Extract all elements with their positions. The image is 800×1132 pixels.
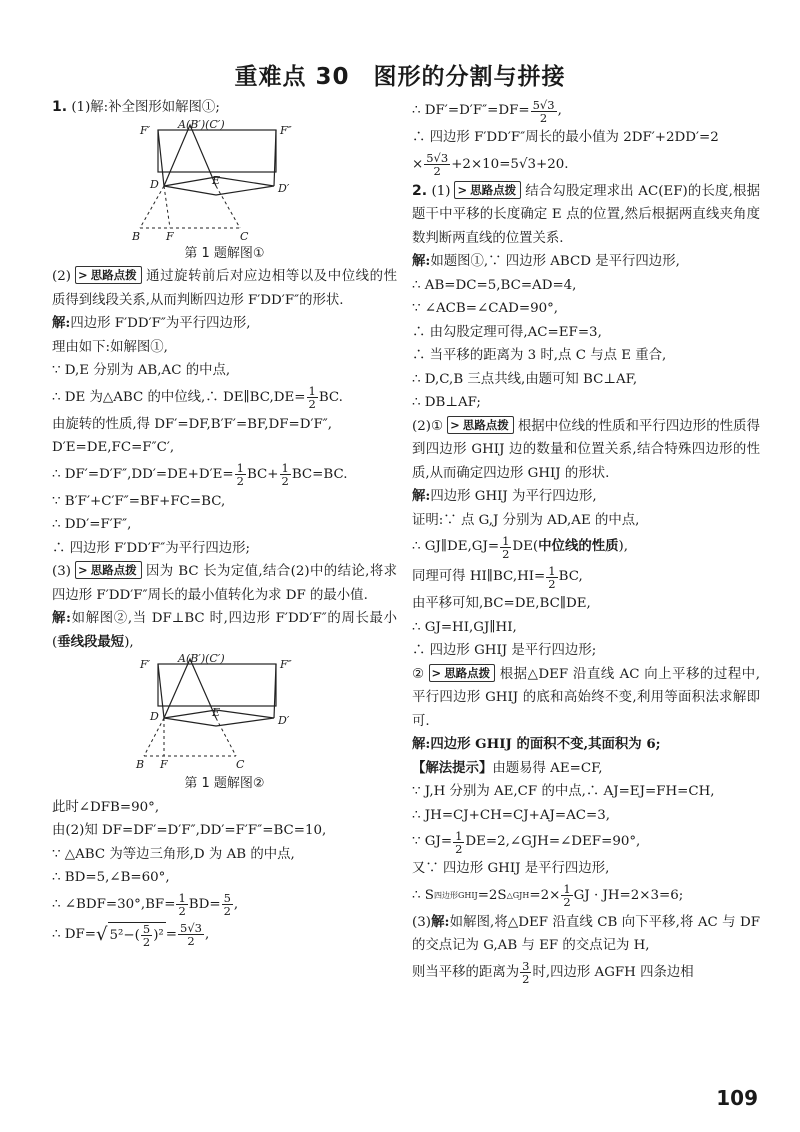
hint-tag: > 思路点拨: [75, 561, 142, 579]
arrow-icon: >: [431, 665, 442, 680]
hint-tag: > 思路点拨: [447, 416, 514, 434]
question-number: 1.: [52, 99, 68, 115]
q2-part2-hint: (2)① > 思路点拨 根据中位线的性质和平行四边形的性质得到四边形 GHIJ 边的数量和位置关系,结合特殊四边形的性质,从而确定四边形 GHIJ 的形状.: [412, 417, 760, 481]
fraction: $\frac{1}{2}$: [308, 384, 316, 411]
arrow-icon: >: [77, 268, 88, 282]
figure-2-caption: 第 1 题解图②: [184, 776, 265, 791]
q2-part1-hint: 2. (1) > 思路点拨 结合勾股定理求出 AC(EF)的长度,根据题干中平移的长度确定 E 点的位置,然后根据两直线夹角度数判断两直线的位置关系.: [412, 182, 760, 246]
fraction: $\frac{1}{2}$: [236, 461, 244, 488]
figure-1: [130, 120, 320, 242]
svg-text:F: F: [159, 758, 168, 771]
q1-part1: 1. (1)解:补全图形如解图①;: [52, 99, 220, 115]
svg-text:C: C: [235, 758, 244, 771]
svg-text:F′: F′: [139, 658, 150, 671]
fraction: $\frac{1}{2}$: [281, 461, 289, 488]
label-C: C: [239, 229, 248, 242]
arrow-icon: >: [457, 182, 468, 197]
svg-text:D: D: [149, 710, 159, 723]
q1-part3-hint: (3) > 思路点拨 因为 BC 长为定值,结合(2)中的结论,将求四边形 F′DD′F″周长的最小值转化为求 DF 的最小值.: [52, 563, 397, 603]
left-column: 1. (1)解:补全图形如解图①; F′ A(B′)(C′) F″ D E D′ B F C 第 1 题解图① (2) > 思路点拨 通过旋转前后对应边相等以及中位线的性质得到线段关系,从而判断四边形 F′DD′F″的形状. 解:四边形 F′DD′F″为平行四边形, 理由如下:如解图①, ∵ D,E 分别为 AB,AC 的中点, ∴ DE 为△ABC 的中位线,∴ DE∥BC,DE= $\frac{1}{2}$ BC. 由旋转的性质,得 DF′=DF,B′F′=BF,DF=D′F″, D′E=DE,FC=F″C′, ∴ DF′=D′F″,DD′=DE+D′E= $\frac{1}{2}$ BC+ $\frac{1}{2}$ BC=BC. ∵ B′F′+C′F″=BF+FC=BC, ∴ DD′=F′F″, ∴ 四边形 F′DD′F″为平行四边形; (3) > 思路点拨 因为 BC 长为定值,结合(2)中的结论,将求四边形 F′DD′F″周长的最小值转化为求 DF 的最小值. 解:如解图②,当 DF⊥BC 时,四边形 F′DD′F″的周长最小(垂线段最短), F′ A(B′)(C′) F″ D E D′ B F C 第 1 题解图② 此时∠DFB=90°, 由(2)知 DF=DF′=D′F″,DD′=F′F″=BC=10, ∵ △ABC 为等边三角形,D 为 AB 的中点, ∴ BD=5,∠B=60°, ∴ ∠BDF=30°,BF= $\frac{1}{2}$ BD= $\frac{5}{2}$ , ∴ DF= √ 5²−( $\frac{5}{2}$ )² = $\frac{5√3}{2}$ ,: [52, 96, 397, 950]
label-F1: F′: [139, 123, 150, 137]
arrow-icon: >: [450, 417, 460, 432]
label-D1: D′: [277, 181, 289, 195]
label-F: F: [165, 229, 174, 242]
label-E: E: [211, 173, 220, 187]
hint-tag: > 思路点拨: [75, 266, 142, 284]
page-number: 109: [716, 1086, 758, 1110]
svg-text:A(B′)(C′): A(B′)(C′): [177, 654, 225, 665]
q2-part2b-hint: ② > 思路点拨 根据△DEF 沿直线 AC 向上平移的过程中,平行四边形 GHIJ 的底和高始终不变,利用等面积法求解即可.: [412, 665, 760, 729]
svg-text:D′: D′: [277, 714, 289, 727]
figure-1-caption: 第 1 题解图①: [184, 245, 265, 261]
sqrt-icon: √: [96, 923, 108, 945]
rect-top: [158, 130, 276, 172]
question-number: 2.: [412, 182, 428, 199]
label-B: B: [131, 229, 140, 242]
svg-text:F″: F″: [279, 658, 292, 671]
right-column: ∴ DF′=D′F″=DF= $\frac{5√3}{2}$ , ∴ 四边形 F′DD′F″周长的最小值为 2DF′+2DD′=2 × $\frac{5√3}{2}$ +2×10=5√3+20. 2. (1) > 思路点拨 结合勾股定理求出 AC(EF)的长度,根据题干中平移的长度确定 E 点的位置,然后根据两直线夹角度数判断两直线的位置关系. 解:如题图①,∵ 四边形 ABCD 是平行四边形, ∴ AB=DC=5,BC=AD=4, ∵ ∠ACB=∠CAD=90°, ∴ 由勾股定理可得,AC=EF=3, ∴ 当平移的距离为 3 时,点 C 与点 E 重合, ∴ D,C,B 三点共线,由题可知 BC⊥AF, ∴ DB⊥AF; (2)① > 思路点拨 根据中位线的性质和平行四边形的性质得到四边形 GHIJ 边的数量和位置关系,结合特殊四边形的性质,从而确定四边形 GHIJ 的形状. 解:四边形 GHIJ 为平行四边形, 证明:∵ 点 G,J 分别为 AD,AE 的中点, ∴ GJ∥DE,GJ= $\frac{1}{2}$ DE( 中位线的性质 ), 同理可得 HI∥BC,HI= $\frac{1}{2}$ BC, 由平移可知,BC=DE,BC∥DE, ∴ GJ=HI,GJ∥HI, ∴ 四边形 GHIJ 是平行四边形; ② > 思路点拨 根据△DEF 沿直线 AC 向上平移的过程中,平行四边形 GHIJ 的底和高始终不变,利用等面积法求解即可. 解:四边形 GHIJ 的面积不变,其面积为 6; 【解法提示】由题易得 AE=CF, ∵ J,H 分别为 AE,CF 的中点,∴ AJ=EJ=FH=CH, ∴ JH=CJ+CH=CJ+AJ=AC=3, ∵ GJ= $\frac{1}{2}$ DE=2,∠GJH=∠DEF=90°, 又∵ 四边形 GHIJ 是平行四边形, ∴ S 四边形GHIJ =2S △GJH =2× $\frac{1}{2}$ GJ · JH=2×3=6; (3)解:如解图,将△DEF 沿直线 CB 向下平移,将 AC 与 DF 的交点记为 G,AB 与 EF 的交点记为 H, 则当平移的距离为 $\frac{3}{2}$ 时,四边形 AGFH 四条边相: [412, 97, 760, 986]
hint-tag: > 思路点拨: [429, 664, 496, 682]
label-A: A(B′)(C′): [177, 119, 225, 131]
label-F2: F″: [279, 123, 292, 137]
svg-text:E: E: [211, 706, 220, 719]
label-D: D: [149, 177, 159, 191]
hint-tag: > 思路点拨: [454, 181, 521, 199]
arrow-icon: >: [77, 563, 88, 577]
q1-part2-hint: (2) > 思路点拨 通过旋转前后对应边相等以及中位线的性质得到线段关系,从而判断四边形 F′DD′F″的形状.: [52, 268, 397, 308]
triangle-upper: [164, 125, 216, 186]
figure-2: [130, 654, 320, 772]
page-title: 重难点 30 图形的分割与拼接: [234, 64, 566, 90]
svg-text:B: B: [135, 758, 144, 771]
